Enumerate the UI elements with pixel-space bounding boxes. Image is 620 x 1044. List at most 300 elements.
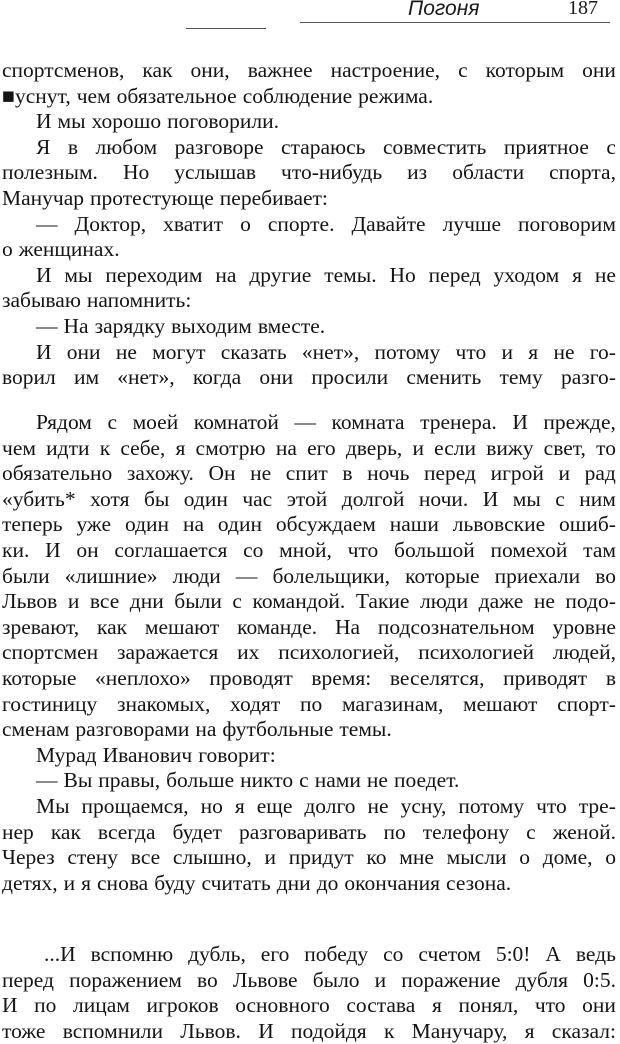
- word: они: [582, 993, 616, 1018]
- word: дубль,: [188, 942, 246, 966]
- text-line: [0, 942, 620, 968]
- word: напомнить:: [86, 288, 192, 313]
- text-line: [0, 717, 620, 743]
- word: в: [342, 461, 353, 486]
- text-line: [0, 58, 620, 84]
- text-line: [0, 968, 620, 994]
- word: режима.: [358, 83, 434, 108]
- word: сказать: [220, 339, 287, 364]
- word: чем: [76, 83, 111, 108]
- text-line: [0, 768, 620, 794]
- word: спорт-: [557, 691, 616, 716]
- text-line: [0, 109, 620, 135]
- word: то: [596, 435, 616, 460]
- word: и: [558, 461, 571, 486]
- text-line: [0, 288, 620, 314]
- word: команде.: [237, 614, 318, 639]
- text-line: [0, 871, 620, 897]
- word: о: [519, 845, 530, 870]
- word: с: [606, 134, 616, 159]
- text-line: [0, 692, 620, 718]
- word: протестующе: [90, 185, 214, 210]
- word: считать: [201, 870, 271, 895]
- word: разговаривать: [238, 819, 367, 844]
- word: И: [45, 537, 61, 562]
- word: ночи.: [418, 486, 469, 511]
- word: потому: [458, 793, 525, 818]
- word: ошиб-: [559, 512, 616, 537]
- word: спортсменов,: [2, 58, 125, 82]
- word: уходом: [493, 262, 560, 287]
- word: со: [243, 537, 264, 562]
- word: которые: [2, 665, 77, 690]
- word: на: [215, 262, 237, 287]
- word: никто: [240, 768, 294, 793]
- word: поговорим: [518, 211, 616, 236]
- word: перед: [428, 262, 481, 287]
- word: зарядку: [94, 313, 166, 338]
- word: «нет»,: [301, 339, 360, 364]
- word: что: [536, 793, 567, 818]
- word: разговоре: [174, 134, 264, 159]
- word: прежде,: [543, 410, 616, 434]
- text-line: [0, 615, 620, 641]
- word: игрой: [490, 461, 544, 486]
- word: по: [300, 691, 323, 716]
- word: все: [89, 589, 120, 614]
- text-line: [0, 845, 620, 871]
- text-line: [0, 487, 620, 513]
- text-line: [0, 410, 620, 436]
- word: я: [234, 793, 245, 818]
- word: вижу: [486, 435, 534, 460]
- word: перебивает:: [219, 185, 328, 210]
- word: темы.: [339, 717, 392, 742]
- word: в: [67, 134, 78, 159]
- text-line: [0, 186, 620, 212]
- word: к: [99, 435, 111, 460]
- word: моей: [132, 410, 179, 434]
- text-line: [0, 135, 620, 161]
- word: На: [334, 614, 361, 639]
- word: я: [528, 339, 539, 364]
- word: спорте.: [267, 211, 335, 236]
- word: даже: [478, 589, 524, 614]
- word: перед: [2, 967, 54, 992]
- word: как: [142, 58, 173, 82]
- word: они,: [190, 58, 230, 82]
- word: перед: [423, 461, 476, 486]
- text-block-1: [0, 58, 620, 391]
- word: ки.: [2, 537, 30, 562]
- text-line: [0, 743, 620, 769]
- word: с: [232, 589, 242, 614]
- word: футбольные: [222, 717, 334, 742]
- word: дни: [276, 870, 311, 895]
- word: стараюсь: [281, 134, 366, 159]
- word: наши: [389, 512, 439, 537]
- word: спортсмен: [2, 640, 99, 665]
- word: мешают: [463, 691, 538, 716]
- word: Мурад: [36, 742, 97, 767]
- word: во: [595, 563, 616, 588]
- word: поражением: [69, 967, 182, 992]
- word: сменить: [406, 365, 482, 390]
- word: не: [250, 461, 272, 486]
- word: было: [312, 967, 360, 992]
- word: не: [115, 339, 137, 364]
- word: мы: [64, 262, 93, 287]
- text-line: [0, 538, 620, 564]
- word: хватит: [163, 211, 224, 236]
- word: Львов.: [180, 1018, 241, 1043]
- word: с: [555, 486, 565, 511]
- word: —: [36, 211, 58, 236]
- word: на: [182, 512, 205, 537]
- word: —: [36, 768, 58, 793]
- word: обсуждаем: [275, 512, 376, 537]
- word: совместить: [382, 134, 487, 159]
- word: были: [2, 563, 50, 588]
- page-number: 187: [568, 0, 598, 19]
- word: просили: [311, 365, 389, 390]
- word: психологией,: [278, 640, 400, 665]
- word: спит: [285, 461, 328, 486]
- text-line: [0, 314, 620, 340]
- text-line: [0, 84, 620, 110]
- word: стену: [67, 845, 119, 870]
- word: свет,: [543, 435, 586, 460]
- text-line: [0, 461, 620, 487]
- word: как: [96, 614, 128, 639]
- word: этой: [286, 486, 328, 511]
- word: когда: [192, 365, 242, 390]
- word: комната: [331, 410, 405, 434]
- word: забываю: [2, 288, 81, 313]
- word: темы.: [324, 262, 377, 287]
- word: его: [307, 435, 336, 460]
- word: люди: [172, 563, 221, 588]
- word: приводят: [503, 665, 588, 690]
- word: я: [431, 993, 442, 1018]
- word: окончания: [344, 870, 441, 895]
- word: которые: [405, 563, 480, 588]
- word: дверь,: [345, 435, 403, 460]
- word: правы,: [98, 768, 161, 793]
- word: —: [235, 563, 258, 588]
- word: проводят: [209, 665, 293, 690]
- word: «неплохо»: [95, 665, 191, 690]
- word: он: [76, 537, 99, 562]
- word: Давайте: [351, 211, 426, 236]
- word: они: [66, 339, 101, 364]
- word: я: [572, 262, 582, 287]
- word: говорит:: [198, 742, 276, 767]
- word: дубля: [515, 967, 569, 992]
- word: го-: [589, 339, 616, 364]
- word: и: [501, 339, 514, 364]
- text-block-2: [0, 410, 620, 896]
- word: гостиницу: [2, 691, 98, 716]
- word: комнатой: [193, 410, 279, 434]
- word: доме,: [542, 845, 593, 870]
- word: по: [34, 993, 57, 1018]
- word: полезным.: [2, 160, 98, 185]
- word: соблюдение: [242, 83, 353, 108]
- word: один: [183, 486, 228, 511]
- word: и: [374, 967, 387, 992]
- word: буду: [154, 870, 196, 895]
- word: хорошо: [91, 109, 162, 134]
- word: Мы: [36, 793, 70, 818]
- text-line: [0, 794, 620, 820]
- word: ко: [366, 845, 387, 870]
- word: до: [316, 870, 339, 895]
- word: больше: [166, 768, 235, 793]
- word: всегда: [97, 819, 156, 844]
- word: знакомых,: [116, 691, 211, 716]
- word: себе,: [120, 435, 166, 460]
- word: к: [383, 1018, 395, 1043]
- word: мы: [512, 486, 541, 511]
- word: со: [383, 942, 404, 966]
- word: понял,: [458, 993, 519, 1018]
- word: детях,: [2, 870, 58, 895]
- word: Я: [36, 134, 51, 159]
- word: Иванович: [102, 742, 193, 767]
- word: И: [258, 1018, 274, 1043]
- word: зревают,: [2, 614, 80, 639]
- text-line: [0, 1019, 620, 1044]
- word: ...И: [44, 942, 76, 966]
- word: мной,: [279, 537, 332, 562]
- word: что: [347, 537, 379, 562]
- word: по: [383, 819, 406, 844]
- page-header: [0, 0, 620, 44]
- word: если: [434, 435, 477, 460]
- word: помехой: [490, 537, 568, 562]
- word: они: [582, 58, 616, 82]
- word: Манучару,: [411, 1018, 508, 1043]
- word: дни: [129, 589, 164, 614]
- word: мысли: [446, 845, 507, 870]
- word: усну,: [400, 793, 447, 818]
- word: ■уснут,: [2, 83, 71, 108]
- word: другие: [249, 262, 312, 287]
- word: подсознательном: [377, 614, 535, 639]
- word: во: [197, 967, 218, 992]
- word: на: [195, 717, 217, 742]
- text-block-3: [0, 942, 620, 1044]
- word: я: [175, 435, 186, 460]
- word: настроение,: [330, 58, 441, 82]
- word: рад: [584, 461, 616, 486]
- word: психологией: [418, 640, 535, 665]
- word: с: [107, 410, 118, 434]
- word: хотя: [90, 486, 130, 511]
- word: выходим: [171, 313, 252, 338]
- word: один: [124, 512, 170, 537]
- word: Он: [208, 461, 236, 486]
- word: лучше: [442, 211, 501, 236]
- word: победу: [304, 942, 369, 966]
- word: женой.: [552, 819, 616, 844]
- word: Вы: [63, 768, 93, 793]
- text-line: [0, 212, 620, 238]
- text-line: [0, 564, 620, 590]
- word: любом: [95, 134, 158, 159]
- text-line: [0, 237, 620, 263]
- word: вспомню: [90, 942, 174, 966]
- text-line: [0, 512, 620, 538]
- word: Манучар: [2, 185, 85, 210]
- word: долго: [304, 793, 356, 818]
- text-line: [0, 340, 620, 366]
- word: о: [2, 237, 13, 262]
- word: были: [174, 589, 222, 614]
- word: что-нибудь: [281, 160, 383, 185]
- word: счетом: [418, 942, 481, 966]
- word: не: [367, 793, 389, 818]
- text-line: [0, 160, 620, 186]
- word: поговорили.: [167, 109, 280, 134]
- word: обязательное: [116, 83, 237, 108]
- word: веселятся,: [389, 665, 485, 690]
- word: смотрю: [195, 435, 266, 460]
- text-line: [0, 365, 620, 391]
- word: поедет.: [393, 768, 460, 793]
- word: которым: [485, 58, 565, 82]
- word: разговорами: [75, 717, 190, 742]
- word: На: [63, 313, 89, 338]
- word: и: [264, 845, 277, 870]
- word: Львове: [232, 967, 298, 992]
- word: прощаемся,: [81, 793, 189, 818]
- word: сказал:: [551, 1018, 616, 1043]
- word: болельщики,: [272, 563, 391, 588]
- word: И: [482, 486, 499, 511]
- word: там: [583, 537, 616, 562]
- word: из: [407, 160, 428, 185]
- header-rule-left: [186, 28, 266, 29]
- word: Через: [2, 845, 55, 870]
- word: —: [294, 410, 316, 434]
- word: уже: [76, 512, 112, 537]
- word: снова: [97, 870, 149, 895]
- word: не: [594, 262, 616, 287]
- word: слышно,: [172, 845, 252, 870]
- word: с: [299, 768, 309, 793]
- word: время:: [311, 665, 372, 690]
- word: с: [526, 819, 536, 844]
- word: игроков: [146, 993, 219, 1018]
- word: не: [533, 589, 555, 614]
- word: «убить*: [2, 486, 76, 511]
- word: на: [275, 435, 297, 460]
- word: «нет»,: [117, 365, 175, 390]
- word: им: [73, 365, 100, 390]
- word: соглашается: [114, 537, 228, 562]
- text-line: [0, 666, 620, 692]
- word: и: [67, 589, 80, 614]
- word: состава: [346, 993, 416, 1018]
- word: 5:0!: [495, 942, 531, 966]
- word: один: [217, 512, 263, 537]
- word: —: [36, 313, 58, 338]
- word: о: [240, 211, 251, 236]
- word: командой.: [252, 589, 346, 614]
- text-line: [0, 436, 620, 462]
- word: захожу.: [126, 461, 194, 486]
- word: его: [260, 942, 290, 966]
- text-line: [0, 589, 620, 615]
- word: мешают: [144, 614, 220, 639]
- word: в: [605, 665, 616, 690]
- word: И: [36, 262, 52, 287]
- word: и: [412, 435, 424, 460]
- word: «лишние»: [64, 563, 158, 588]
- word: поражение: [401, 967, 501, 992]
- word: идти: [46, 435, 90, 460]
- word: ведь: [575, 942, 616, 966]
- word: не: [366, 768, 388, 793]
- word: люди: [419, 589, 469, 614]
- word: Доктор,: [74, 211, 147, 236]
- word: обязательно: [2, 461, 113, 486]
- word: большой: [394, 537, 475, 562]
- word: И: [36, 109, 52, 134]
- word: Но: [122, 160, 150, 185]
- word: долгой: [341, 486, 405, 511]
- word: потому: [374, 339, 441, 364]
- running-title: Погоня: [408, 0, 480, 20]
- word: час: [242, 486, 273, 511]
- word: бы: [143, 486, 170, 511]
- text-line: [0, 640, 620, 666]
- text-line: [0, 993, 620, 1019]
- word: теперь: [2, 512, 63, 537]
- word: ходят: [230, 691, 281, 716]
- word: магазинам,: [341, 691, 444, 716]
- word: услышав: [174, 160, 256, 185]
- word: ночь: [367, 461, 410, 486]
- word: И: [2, 993, 18, 1018]
- word: нер: [2, 819, 34, 844]
- word: ним: [579, 486, 616, 511]
- word: подо-: [565, 589, 616, 614]
- word: нами: [314, 768, 361, 793]
- word: основного: [235, 993, 330, 1018]
- word: А: [545, 942, 561, 966]
- word: телефону: [422, 819, 510, 844]
- text-line: [0, 263, 620, 289]
- word: я: [81, 870, 92, 895]
- word: приятное: [503, 134, 589, 159]
- word: что: [455, 339, 487, 364]
- word: еще: [256, 793, 293, 818]
- word: могут: [152, 339, 206, 364]
- word: что: [534, 993, 566, 1018]
- word: людей,: [552, 640, 616, 665]
- word: приехали: [494, 563, 581, 588]
- word: женщинах.: [18, 237, 120, 262]
- word: с: [458, 58, 468, 82]
- word: тре-: [578, 793, 616, 818]
- word: разго-: [560, 365, 616, 390]
- word: но: [200, 793, 223, 818]
- text-line: [0, 820, 620, 846]
- word: мы: [57, 109, 86, 134]
